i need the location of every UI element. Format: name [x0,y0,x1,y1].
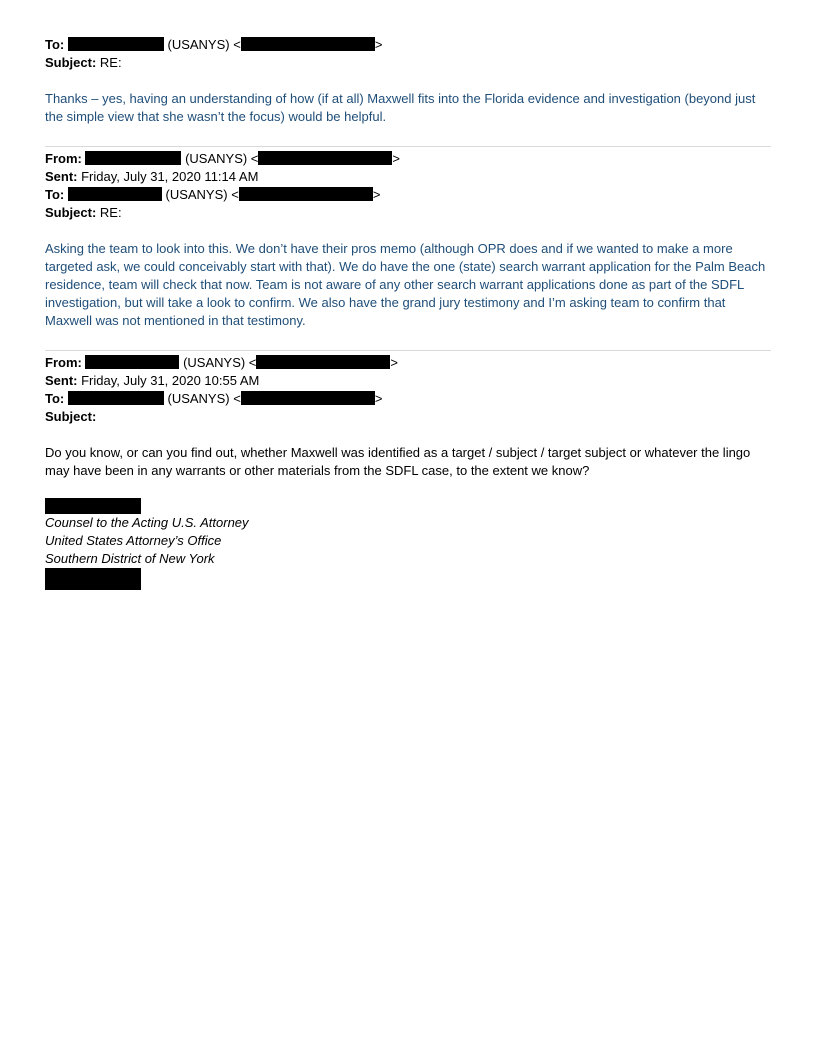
sent-label: Sent: [45,373,78,388]
signature-block [45,498,771,590]
from-org: (USANYS) < [179,355,257,370]
redacted-name [68,391,164,405]
message-1 [45,36,771,126]
sent-value: Friday, July 31, 2020 10:55 AM [77,373,260,388]
signature-title: Counsel to the Acting U.S. Attorney [45,515,249,530]
redacted-email [258,151,392,165]
message-body: Asking the team to look into this. We don’t have their pros memo (although OPR does and if we wanted to make a more targeted ask, we could conceivably start with that). We do have the one (state) search warrant application for the Palm Beach residence, team will check that now. Team is not aware of any other search warrant applications done as part of the SDFL investigation, but will take a look to confirm. We also have the grand jury testimony and I’m asking team to confirm that Maxwell was not mentioned in that testimony. [45,241,766,328]
subject-label: Subject: [45,55,97,70]
signature-office: United States Attorney’s Office [45,533,222,548]
email-thread [45,36,771,590]
redacted-contact [45,568,141,590]
subject-label: Subject: [45,409,97,424]
redacted-name [85,151,181,165]
message-3 [45,354,771,590]
redacted-email [239,187,373,201]
from-close: > [390,355,398,370]
message-body: Thanks – yes, having an understanding of how (if at all) Maxwell fits into the Florida evidence and investigation (beyond just the simple view that she wasn’t the focus) would be helpful. [45,91,756,124]
from-line [45,150,771,168]
to-close: > [372,187,381,202]
redacted-name [68,37,164,51]
subject-line [45,204,771,222]
to-line [45,186,771,204]
to-org: (USANYS) < [163,391,241,406]
to-org: (USANYS) < [161,187,239,202]
redacted-email [241,391,375,405]
to-line [45,36,771,54]
redacted-email [241,37,375,51]
message-body: Do you know, or can you find out, whether Maxwell was identified as a target / subject / target subject or whatever the lingo may have been in any warrants or other materials from the SDFL case, to the extent we know? [45,445,751,478]
sent-label: Sent: [45,169,78,184]
sent-line [45,168,771,186]
signature-district: Southern District of New York [45,551,215,566]
from-close: > [392,151,400,166]
subject-line [45,408,771,426]
from-label: From: [45,355,82,370]
subject-line [45,54,771,72]
from-label: From: [45,151,82,166]
subject-value: RE: [96,55,122,70]
to-org: (USANYS) < [163,37,241,52]
sent-line [45,372,771,390]
redacted-name [85,355,179,369]
redacted-name [68,187,162,201]
to-close: > [374,37,383,52]
to-line [45,390,771,408]
redacted-signer-name [45,498,141,514]
to-close: > [374,391,383,406]
from-org: (USANYS) < [181,151,259,166]
to-label: To: [45,37,65,52]
sent-value: Friday, July 31, 2020 11:14 AM [77,169,259,184]
to-label: To: [45,187,65,202]
redacted-email [256,355,390,369]
message-2 [45,150,771,330]
subject-value: RE: [96,205,122,220]
from-line [45,354,771,372]
subject-label: Subject: [45,205,97,220]
to-label: To: [45,391,65,406]
